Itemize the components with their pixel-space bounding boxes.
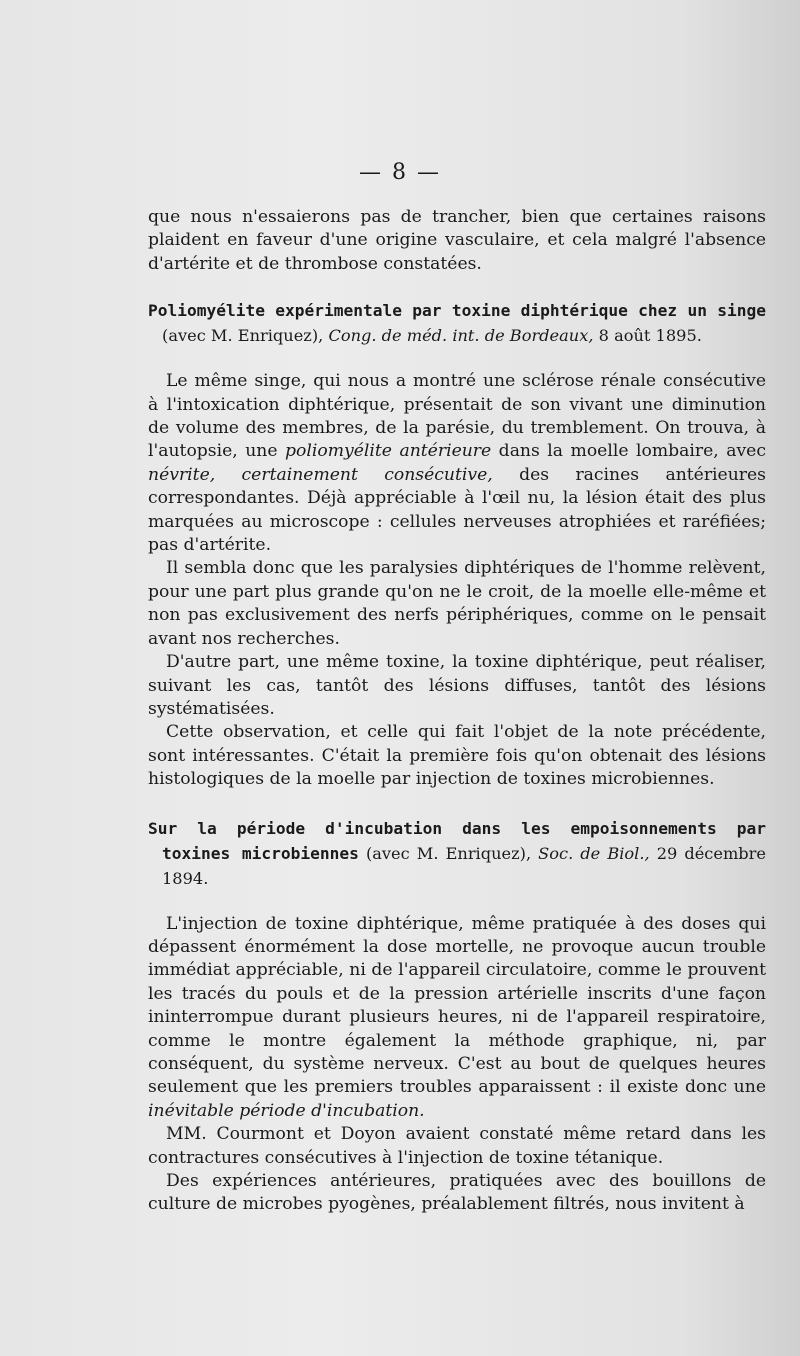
heading-title: Sur la période d'incubation dans les empoisonnements par toxines microbiennes bbox=[148, 818, 766, 863]
text-run-italic: névrite, certainement consécutive, bbox=[148, 464, 493, 485]
text-run: Le même singe, qui nous a montré une sclérose rénale consécutive à l'intoxication diphtérique, présentait de son vivant une diminution de volume des membres, de la parésie, du tremblement. On trouva, à l'autopsie, une bbox=[148, 371, 766, 462]
page-number: — 8 — bbox=[359, 160, 441, 185]
text-run: des racines antérieures correspondantes. Déjà appréciable à l'œil nu, la lésion était des plus marquées au microscope : cellules nerveuses atrophiées et raréfiées; pas d'artérite. bbox=[148, 464, 767, 556]
section-heading-incubation bbox=[148, 816, 766, 891]
heading-date: 29 décembre 1894. bbox=[162, 843, 766, 888]
paragraph-experiences: Des expériences antérieures, pratiquées avec des bouillons de culture de microbes pyogènes, préalablement filtrés, nous invitent à bbox=[148, 1171, 766, 1215]
paragraph-injection bbox=[148, 913, 766, 1124]
text-run-italic: inévitable période d'incubation. bbox=[148, 1100, 425, 1121]
heading-date: 8 août 1895. bbox=[593, 326, 702, 346]
text-run: L'injection de toxine diphtérique, même pratiquée à des doses qui dépassent énormément la dose mortelle, ne provoque aucun trouble immédiat appréciable, ni de l'appareil circulatoire, comme le prouvent les tracés du pouls et de la pression artérielle inscrits d'une façon ininterrompue durant plusieurs heures, ni de l'appareil respiratoire, comme le montre également la méthode graphique, ni, par conséquent, du système nerveux. C'est au bout de quelques heures seulement que les premiers troubles apparaissent : il existe donc une bbox=[148, 913, 766, 1098]
heading-venue: Cong. de méd. int. de Bordeaux, bbox=[328, 326, 594, 346]
paragraph-observation: Cette observation, et celle qui fait l'objet de la note précédente, sont intéressantes. C'était la première fois qu'on obtenait des lésions histologiques de la moelle par injection de toxines microbiennes. bbox=[148, 722, 766, 790]
heading-venue: Soc. de Biol., bbox=[538, 843, 650, 863]
paragraph-paralysies: Il sembla donc que les paralysies diphtériques de l'homme relèvent, pour une part plus grande qu'on ne le croit, de la moelle elle-même et non pas exclusivement des nerfs périphériques, comme on le pensait avant nos recherches. bbox=[148, 558, 766, 649]
heading-authors: (avec M. Enriquez), bbox=[162, 326, 329, 346]
text-run: dans la moelle lombaire, avec bbox=[491, 441, 766, 462]
text-run-italic: poliomyélite antérieure bbox=[285, 441, 492, 462]
paragraph-toxine: D'autre part, une même toxine, la toxine diphtérique, peut réaliser, suivant les cas, tantôt des lésions diffuses, tantôt des lésions systématisées. bbox=[148, 652, 766, 719]
paragraph-continued: que nous n'essaierons pas de trancher, bien que certaines raisons plaident en faveur d'une origine vasculaire, et cela malgré l'absence d'artérite et de thrombose constatées. bbox=[148, 207, 766, 274]
paragraph-courmont: MM. Courmont et Doyon avaient constaté même retard dans les contractures consécutives à l'injection de toxine tétanique. bbox=[148, 1124, 766, 1168]
heading-title: Poliomyélite expérimentale par toxine diphtérique chez un singe bbox=[148, 301, 766, 321]
paragraph-singe bbox=[148, 370, 766, 557]
section-heading-poliomyelite bbox=[148, 298, 766, 348]
heading-authors: (avec M. Enriquez), bbox=[358, 843, 539, 863]
page-body bbox=[148, 206, 766, 1217]
